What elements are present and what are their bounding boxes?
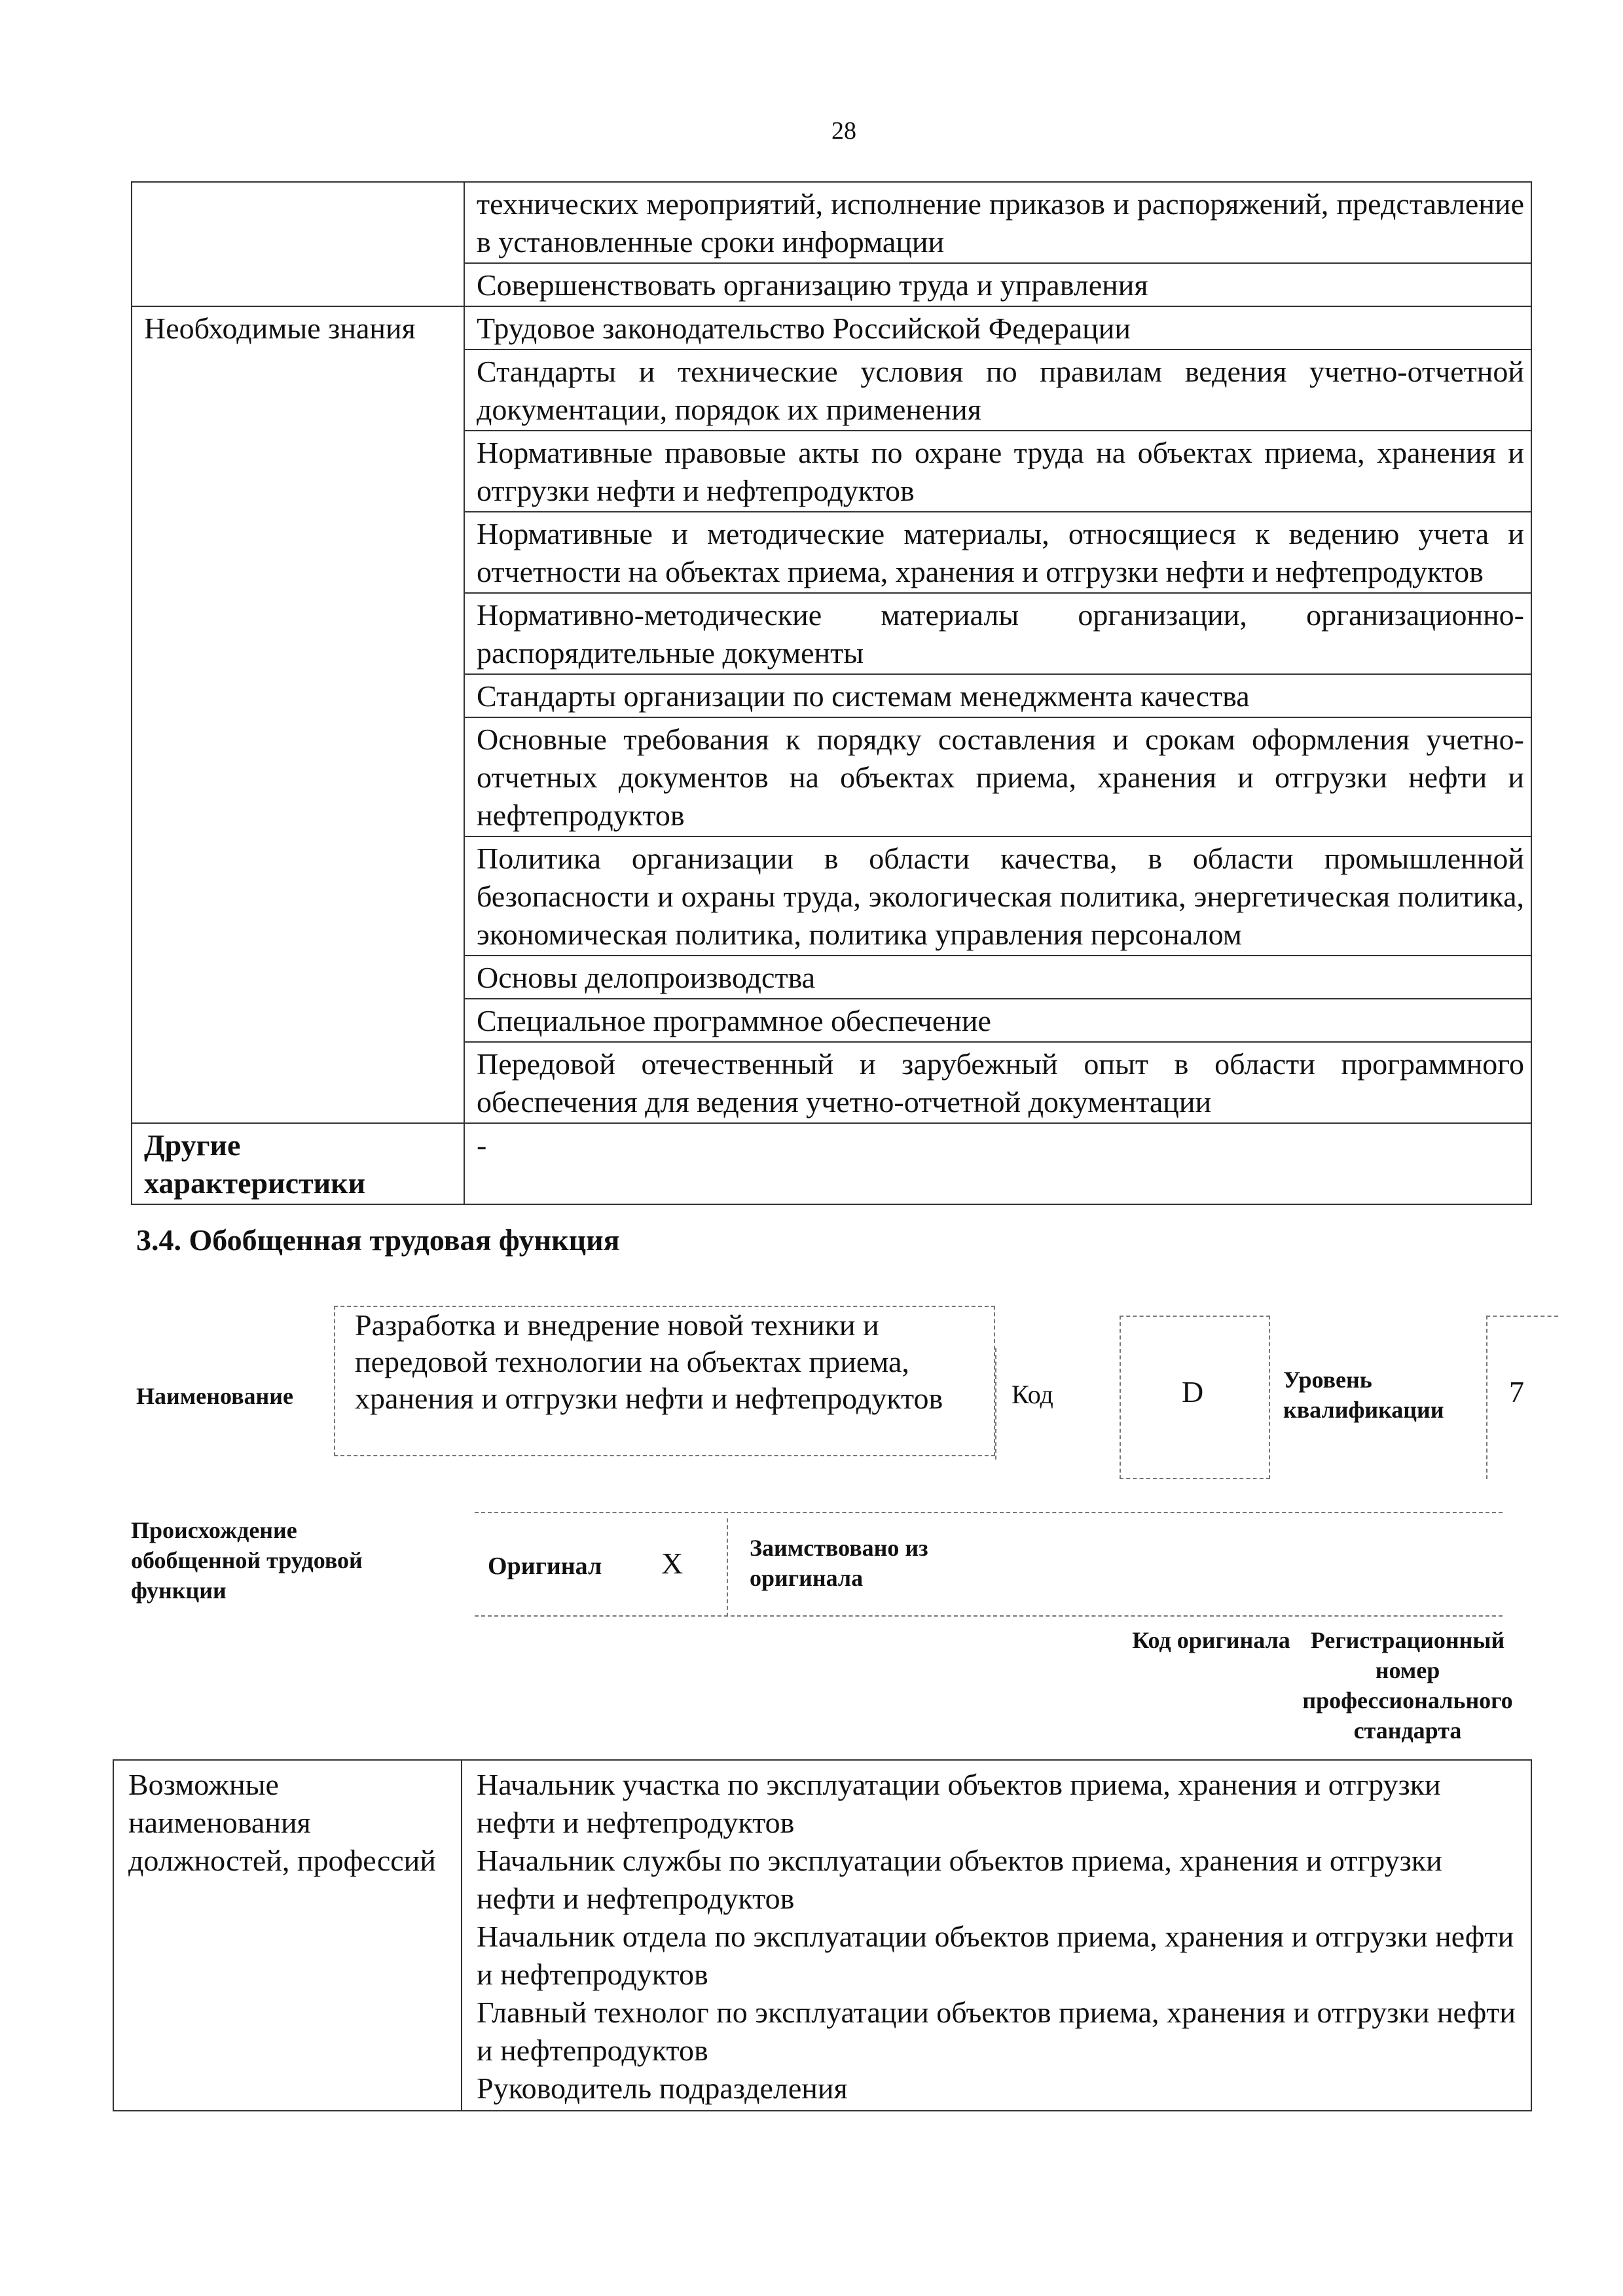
table-row: Совершенствовать организацию труда и управления [464, 263, 1531, 306]
code-value: D [1182, 1375, 1204, 1408]
borrowed-label: Заимствовано из оригинала [750, 1535, 928, 1591]
table-row: Нормативные и методические материалы, относящиеся к ведению учета и отчетности на объектах приема, хранения и отгрузки нефти и нефтепродуктов [464, 512, 1531, 593]
level-value: 7 [1509, 1375, 1524, 1408]
level-label: Уровень квалификации [1283, 1367, 1444, 1423]
registration-number-label: Регистрационный номер профессионального стандарта [1302, 1627, 1513, 1744]
positions-cell [462, 1760, 1531, 2111]
function-name-box [334, 1306, 995, 1456]
table-row: Трудовое законодательство Российской Федерации [464, 306, 1531, 350]
page-number: 28 [831, 117, 856, 145]
other-characteristics-label: Другие характеристики [132, 1123, 464, 1204]
knowledge-label: Необходимые знания [132, 306, 464, 1123]
table-row: Нормативные правовые акты по охране труда на объектах приема, хранения и отгрузки нефти и нефтепродуктов [464, 431, 1531, 512]
list-item: Руководитель подразделения [477, 2072, 848, 2105]
table-row: технических мероприятий, исполнение приказов и распоряжений, представление в установленные сроки информации [464, 182, 1531, 263]
positions-label: Возможные наименования должностей, профессий [113, 1760, 462, 2111]
list-item: Главный технолог по эксплуатации объектов приема, хранения и отгрузки нефти и нефтепродуктов [477, 1996, 1516, 2067]
empty-label-cell [132, 182, 464, 263]
table-row: Политика организации в области качества, в области промышленной безопасности и охраны труда, экологическая политика, энергетическая политика, экономическая политика, политика управления персоналом [464, 836, 1531, 956]
section-title: 3.4. Обобщенная трудовая функция [136, 1223, 620, 1257]
list-item: Начальник отдела по эксплуатации объектов приема, хранения и отгрузки нефти и нефтепродуктов [477, 1920, 1514, 1991]
list-item: Начальник участка по эксплуатации объектов приема, хранения и отгрузки нефти и нефтепродуктов [477, 1768, 1441, 1839]
code-label: Код [1012, 1380, 1053, 1409]
original-label: Оригинал [488, 1552, 602, 1580]
table-row: Стандарты и технические условия по правилам ведения учетно-отчетной документации, порядок их применения [464, 350, 1531, 431]
knowledge-table [131, 181, 1532, 1205]
origin-label: Происхождение обобщенной трудовой функции [131, 1517, 363, 1604]
table-row: Специальное программное обеспечение [464, 999, 1531, 1042]
empty-label-cell [132, 263, 464, 306]
list-item: Начальник службы по эксплуатации объектов приема, хранения и отгрузки нефти и нефтепродуктов [477, 1844, 1442, 1915]
table-row: Передовой отечественный и зарубежный опыт в области программного обеспечения для ведения учетно-отчетной документации [464, 1042, 1531, 1123]
table-row: Основные требования к порядку составления и срокам оформления учетно-отчетных документов на объектах приема, хранения и отгрузки нефти и нефтепродуктов [464, 717, 1531, 836]
positions-table [113, 1759, 1532, 2111]
table-row: Основы делопроизводства [464, 956, 1531, 999]
name-label: Наименование [136, 1383, 293, 1409]
other-characteristics-value: - [464, 1123, 1531, 1204]
original-code-label: Код оригинала [1132, 1627, 1290, 1653]
function-name-value: Разработка и внедрение новой техники и передовой технологии на объектах приема, хранения и отгрузки нефти и нефтепродуктов [355, 1308, 943, 1415]
original-mark: X [661, 1547, 684, 1580]
table-row: Стандарты организации по системам менеджмента качества [464, 674, 1531, 717]
table-row: Нормативно-методические материалы организации, организационно-распорядительные документы [464, 593, 1531, 674]
